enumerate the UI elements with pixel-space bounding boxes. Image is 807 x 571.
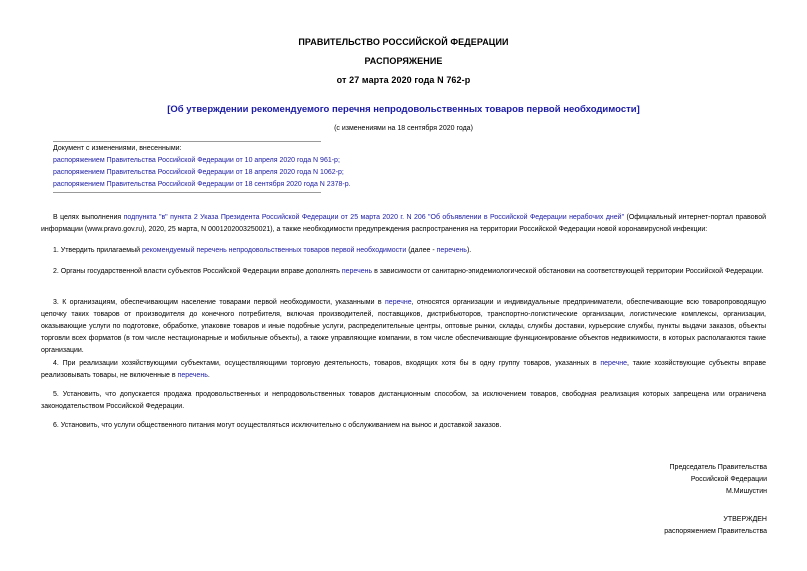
title-link[interactable]: рекомендуемого перечня непродовольственных товаров первой необходимости bbox=[251, 104, 637, 115]
edition-note: (с изменениями на 18 сентября 2020 года) bbox=[334, 125, 473, 132]
change-link-2[interactable]: распоряжением Правительства Российской Федерации от 18 апреля 2020 года N 1062-р; bbox=[53, 169, 344, 176]
government-heading: ПРАВИТЕЛЬСТВО РОССИЙСКОЙ ФЕДЕРАЦИИ bbox=[298, 37, 509, 47]
list-link-p4b[interactable]: перечень bbox=[177, 372, 208, 379]
changes-intro: Документ с изменениями, внесенными: bbox=[53, 145, 182, 152]
paragraph-3: 3. К организациям, обеспечивающим население товарами первой необходимости, указанными в перечне, относятся организации и индивидуальные предприниматели, обеспечивающие всю товаропроводящую цепочку таких товаров от производителя до конечного потребителя, включая производителей, поставщиков, дистрибьюторов, транспортно-логистические организации, логистические комплексы, организации, оказывающие услуги по подготовке, обработке, упаковке товаров и иные подобные услуги, распределительные центры, оптовые рынки, склады, службы доставки, курьерские службы, пункты выдачи заказов, объекты торговли всех форматов (в том числе нестационарные и мобильные объекты), а также управляющие компании, в том числе обеспечивающие функционирование объектов недвижимости, в которых располагаются такие организации. bbox=[41, 299, 766, 354]
changes-top-rule bbox=[53, 141, 321, 142]
signature-block bbox=[670, 462, 767, 498]
preamble-paragraph: В целях выполнения подпункта "в" пункта 2 Указа Президента Российской Федерации от 25 марта 2020 г. N 206 "Об объявлении в Российской Федерации нерабочих дней" (Официальный интернет-портал правовой информации (www.pravo.gov.ru), 2020, 25 марта, N 0001202003250021), а также необходимости предупреждения распространения на территории Российской Федерации новой коронавирусной инфекции: bbox=[41, 214, 766, 233]
signature-country: Российской Федерации bbox=[690, 476, 767, 483]
list-link-p4a[interactable]: перечне bbox=[600, 360, 628, 367]
paragraph-4: 4. При реализации хозяйствующими субъектами, осуществляющими торговую деятельность, товаров, входящих хотя бы в одну группу товаров, указанных в перечне, такие хозяйствующие субъекты вправе реализовывать товары, не включенные в перечень. bbox=[41, 360, 767, 379]
paragraph-2: 2. Органы государственной власти субъектов Российской Федерации вправе дополнять перечень в зависимости от санитарно-эпидемиологической обстановки на соответствующей территории Российской Федерации. bbox=[53, 268, 764, 275]
signature-position: Председатель Правительства bbox=[669, 464, 767, 471]
changes-bottom-rule bbox=[53, 192, 321, 193]
date-number-heading: от 27 марта 2020 года N 762-р bbox=[336, 75, 471, 85]
change-link-3[interactable]: распоряжением Правительства Российской Федерации от 18 сентября 2020 года N 2378-р. bbox=[53, 181, 351, 188]
changes-block bbox=[53, 143, 351, 191]
approved-block bbox=[664, 514, 767, 538]
paragraph-1: 1. Утвердить прилагаемый рекомендуемый перечень непродовольственных товаров первой необходимости (далее - перечень). bbox=[53, 247, 472, 254]
document-title bbox=[0, 104, 807, 115]
list-short-link[interactable]: перечень bbox=[436, 247, 467, 254]
list-link-p3[interactable]: перечне bbox=[385, 299, 412, 306]
title-bracket-close: ] bbox=[636, 104, 640, 115]
decree-link[interactable]: подпункта "в" пункта 2 Указа Президента Российской Федерации от 25 марта 2020 г. N 206 "Об объявлении в Российской Федерации нерабочих дней" bbox=[123, 214, 625, 221]
list-link[interactable]: рекомендуемый перечень непродовольственных товаров первой необходимости bbox=[141, 247, 407, 254]
paragraph-5: 5. Установить, что допускается продажа продовольственных и непродовольственных товаров дистанционным способом, за исключением товаров, свободная реализация которых запрещена или ограничена законодательством Российской Федерации. bbox=[41, 391, 766, 410]
change-link-1[interactable]: распоряжением Правительства Российской Федерации от 10 апреля 2020 года N 961-р; bbox=[53, 157, 340, 164]
doc-type-heading: РАСПОРЯЖЕНИЕ bbox=[364, 56, 443, 66]
list-link-p2[interactable]: перечень bbox=[341, 268, 373, 275]
approved-by: распоряжением Правительства bbox=[664, 528, 767, 535]
approved-label: УТВЕРЖДЕН bbox=[723, 516, 767, 523]
title-bracket-open: [Об утверждении bbox=[167, 104, 252, 115]
signature-name: М.Мишустин bbox=[725, 488, 767, 495]
paragraph-6: 6. Установить, что услуги общественного питания могут осуществляться исключительно с обслуживанием на вынос и доставкой заказов. bbox=[53, 422, 502, 429]
